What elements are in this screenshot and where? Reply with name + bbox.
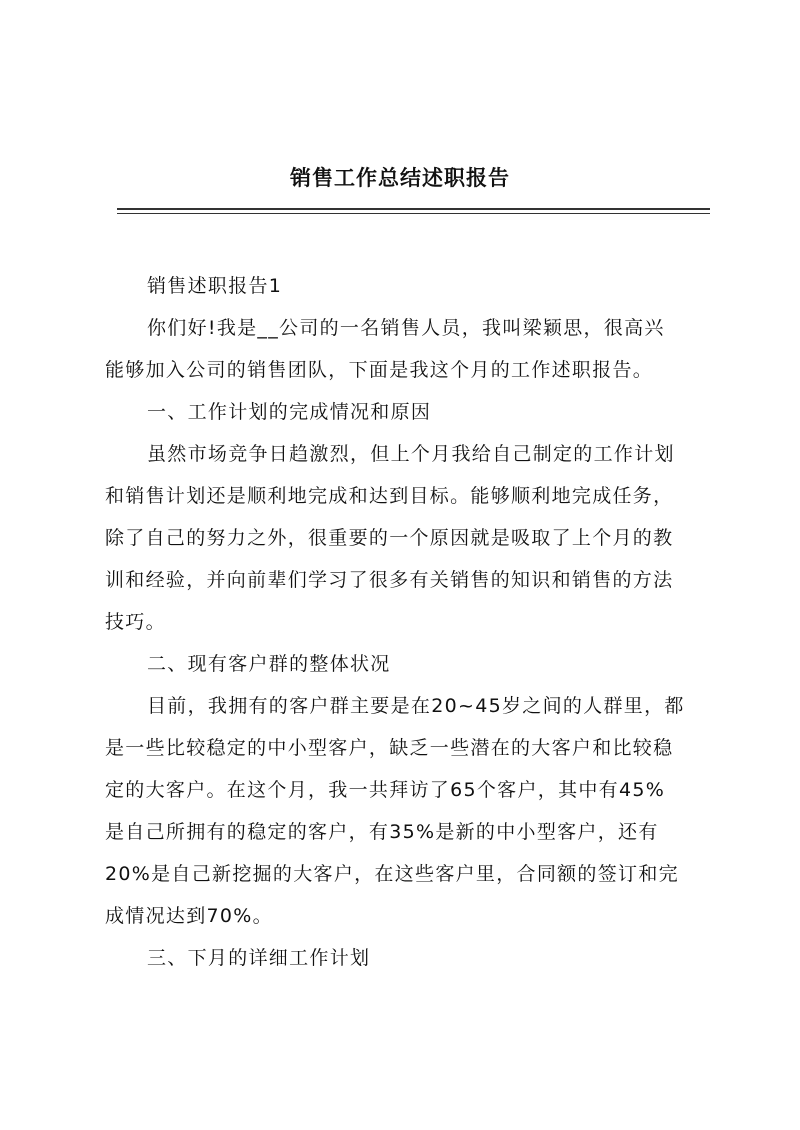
paragraph-line: 目前，我拥有的客户群主要是在20~45岁之间的人群里，都: [147, 695, 685, 717]
paragraph-line: 是自己所拥有的稳定的客户，有35%是新的中小型客户，还有: [105, 821, 659, 843]
paragraph: [105, 937, 709, 979]
paragraph: [105, 391, 709, 433]
paragraph-line: 除了自己的努力之外，很重要的一个原因就是吸取了上个月的教: [105, 527, 674, 549]
paragraph-line: 是一些比较稳定的中小型客户，缺乏一些潜在的大客户和比较稳: [105, 737, 674, 759]
paragraph: [105, 685, 709, 937]
paragraph-line: 和销售计划还是顺利地完成和达到目标。能够顺利地完成任务，: [105, 485, 674, 507]
paragraph-line: 一、工作计划的完成情况和原因: [147, 401, 432, 423]
paragraph-line: 成情况达到70%。: [105, 905, 273, 927]
paragraph: [105, 265, 709, 307]
paragraph-line: 能够加入公司的销售团队，下面是我这个月的工作述职报告。: [105, 359, 654, 381]
paragraph-line: 虽然市场竞争日趋激烈，但上个月我给自己制定的工作计划: [147, 443, 675, 465]
paragraph-line: 你们好!我是__公司的一名销售人员，我叫梁颖思，很高兴: [147, 317, 665, 339]
paragraph-line: 定的大客户。在这个月，我一共拜访了65个客户，其中有45%: [105, 779, 666, 801]
title-rule-thin: [117, 213, 710, 214]
document-body: [105, 265, 709, 979]
paragraph: [105, 643, 709, 685]
paragraph-line: 三、下月的详细工作计划: [147, 947, 371, 969]
paragraph-line: 技巧。: [105, 611, 166, 633]
paragraph-line: 训和经验，并向前辈们学习了很多有关销售的知识和销售的方法: [105, 569, 674, 591]
paragraph-line: 20%是自己新挖掘的大客户，在这些客户里，合同额的签订和完: [105, 863, 679, 885]
paragraph-line: 销售述职报告1: [147, 275, 283, 297]
paragraph-line: 二、现有客户群的整体状况: [147, 653, 391, 675]
paragraph: [105, 433, 709, 643]
title-rule-thick: [117, 208, 710, 210]
document-title: 销售工作总结述职报告: [290, 165, 510, 190]
paragraph: [105, 307, 709, 391]
